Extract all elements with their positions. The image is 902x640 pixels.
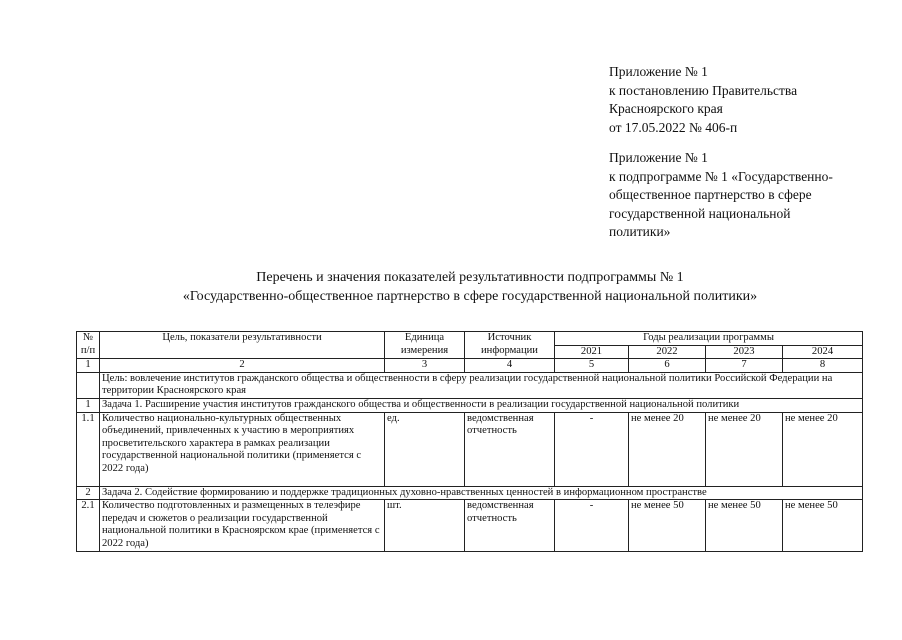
- appendix-1-line: Красноярского края: [609, 101, 723, 116]
- indicator-2-1-2023: не менее 50: [706, 500, 783, 551]
- column-numbers-row: [77, 359, 863, 373]
- indicator-1-1-num: 1.1: [77, 412, 100, 486]
- column-number: 6: [629, 359, 706, 373]
- appendix-1-header: [609, 63, 869, 137]
- task-1-row: [77, 398, 863, 412]
- indicator-2-1-num: 2.1: [77, 500, 100, 551]
- goal-text: Цель: вовлечение институтов гражданского общества и общественности в сферу реализации государственной национальной политики Российской Федерации на территории Красноярского края: [100, 372, 863, 398]
- indicator-row-2-1: [77, 500, 863, 551]
- goal-row: [77, 372, 863, 398]
- header-year-2023: 2023: [706, 345, 783, 359]
- indicator-2-1-text: Количество подготовленных и размещенных в телеэфире передач и сюжетов о реализации государственной национальной политики в Красноярском крае (применяется с 2022 года): [100, 500, 385, 551]
- document-title-line-2: «Государственно-общественное партнерство в сфере государственной национальной политики»: [182, 289, 758, 304]
- indicator-2-1-2024: не менее 50: [783, 500, 863, 551]
- indicator-1-1-2022: не менее 20: [629, 412, 706, 486]
- column-number: 1: [77, 359, 100, 373]
- indicator-2-1-2021: -: [555, 500, 629, 551]
- indicator-row-1-1: [77, 412, 863, 486]
- indicator-1-1-source: ведомственная отчетность: [465, 412, 555, 486]
- header-year-2022: 2022: [629, 345, 706, 359]
- header-year-2021: 2021: [555, 345, 629, 359]
- indicator-1-1-2024: не менее 20: [783, 412, 863, 486]
- document-title-line-1: Перечень и значения показателей результативности подпрограммы № 1: [256, 270, 684, 285]
- task-1-text: Задача 1. Расширение участия институтов гражданского общества и общественности в реализации государственной национальной политики: [100, 398, 863, 412]
- table-header-row: [77, 332, 863, 346]
- appendix-2-line: Приложение № 1: [609, 150, 708, 165]
- task-2-text: Задача 2. Содействие формированию и поддержке традиционных духовно-нравственных ценностей в информационном пространстве: [100, 486, 863, 500]
- document-title: [80, 268, 860, 306]
- header-num: № п/п: [77, 332, 100, 359]
- appendix-1-line: Приложение № 1: [609, 64, 708, 79]
- task-2-num: 2: [77, 486, 100, 500]
- appendix-2-line: к подпрограмме № 1 «Государственно-: [609, 168, 833, 184]
- appendix-2-line: государственной национальной: [609, 205, 791, 221]
- appendix-2-line: общественное партнерство в сфере: [609, 187, 812, 202]
- indicator-1-1-unit: ед.: [385, 412, 465, 486]
- indicator-2-1-source: ведомственная отчетность: [465, 500, 555, 551]
- header-goal: Цель, показатели результативности: [100, 332, 385, 359]
- indicator-2-1-2022: не менее 50: [629, 500, 706, 551]
- appendix-1-line: от 17.05.2022 № 406-п: [609, 119, 738, 135]
- column-number: 5: [555, 359, 629, 373]
- appendix-1-line: к постановлению Правительства: [609, 82, 798, 98]
- indicators-table: [76, 331, 863, 552]
- task-1-num: 1: [77, 398, 100, 412]
- column-number: 8: [783, 359, 863, 373]
- column-number: 3: [385, 359, 465, 373]
- appendix-2-line: политики»: [609, 224, 671, 239]
- header-years-group: Годы реализации программы: [555, 332, 863, 346]
- indicator-2-1-unit: шт.: [385, 500, 465, 551]
- indicator-1-1-2023: не менее 20: [706, 412, 783, 486]
- goal-num-cell: [77, 372, 100, 398]
- task-2-row: [77, 486, 863, 500]
- header-unit: Единица измерения: [385, 332, 465, 359]
- header-source: Источник информации: [465, 332, 555, 359]
- column-number: 2: [100, 359, 385, 373]
- header-year-2024: 2024: [783, 345, 863, 359]
- appendix-2-header: [609, 149, 869, 242]
- column-number: 4: [465, 359, 555, 373]
- column-number: 7: [706, 359, 783, 373]
- indicator-1-1-text: Количество национально-культурных общественных объединений, привлеченных к участию в мероприятиях просветительского характера в рамках реализации государственной национальной политики (применяется с 2022 года): [100, 412, 385, 486]
- indicator-1-1-2021: -: [555, 412, 629, 486]
